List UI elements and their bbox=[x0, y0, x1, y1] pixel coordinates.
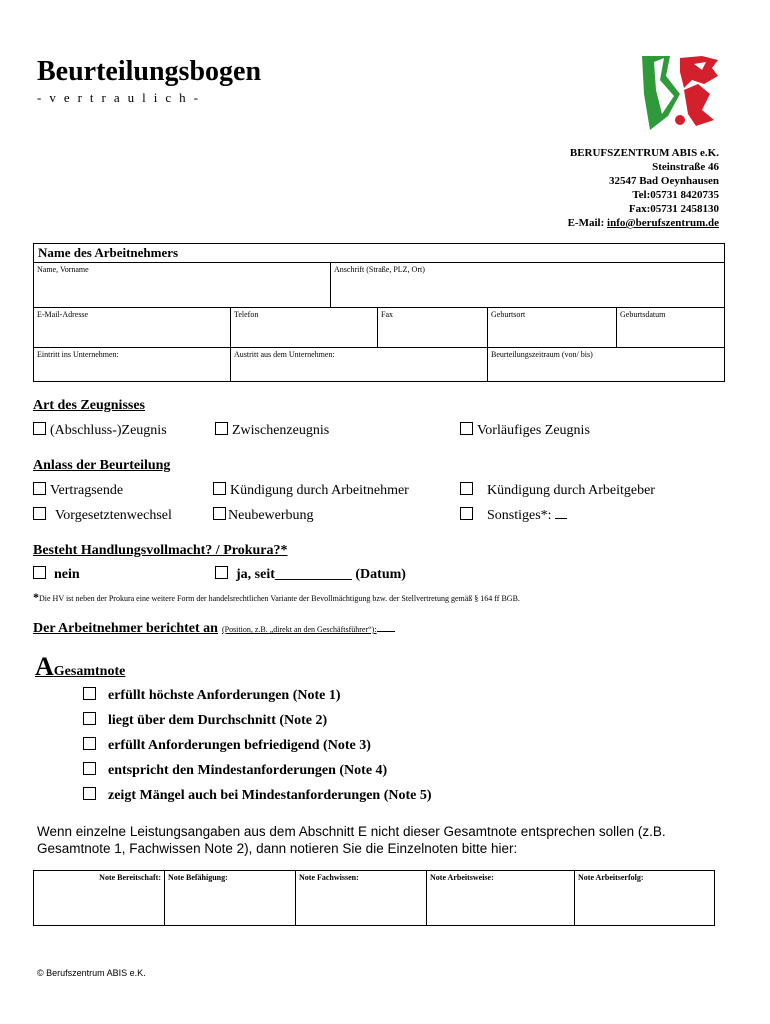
company-fax: Fax:05731 2458130 bbox=[628, 203, 719, 215]
anlass-option-2[interactable]: Kündigung durch Arbeitnehmer bbox=[213, 482, 409, 499]
checkbox[interactable] bbox=[33, 482, 46, 495]
anlass-option-1[interactable]: Vertragsende bbox=[33, 482, 123, 499]
anlass-option-3[interactable]: Kündigung durch Arbeitgeber bbox=[460, 482, 655, 499]
checkbox[interactable] bbox=[460, 422, 473, 435]
birthdate-field[interactable]: Geburtsdatum bbox=[617, 308, 725, 348]
company-street: Steinstraße 46 bbox=[652, 161, 719, 173]
checkbox[interactable] bbox=[213, 482, 226, 495]
email-link[interactable]: info@berufszentrum.de bbox=[607, 217, 719, 229]
company-city: 32547 Bad Oeynhausen bbox=[608, 175, 719, 187]
reports-heading: Der Arbeitnehmer berichtet an bbox=[33, 621, 218, 636]
note-arbeitsweise[interactable]: Note Arbeitsweise: bbox=[427, 871, 575, 926]
zeugnis-option-1[interactable]: (Abschluss-)Zeugnis bbox=[33, 422, 167, 439]
birthplace-field[interactable]: Geburtsort bbox=[488, 308, 617, 348]
note-option-3[interactable]: erfüllt Anforderungen befriedigend (Note 3) bbox=[83, 737, 371, 754]
address-field[interactable]: Anschrift (Straße, PLZ, Ort) bbox=[331, 263, 725, 308]
entry-field[interactable]: Eintritt ins Unternehmen: bbox=[34, 348, 231, 382]
reports-hint: (Position, z.B. „direkt an den Geschäftsführer“): bbox=[221, 625, 377, 634]
date-blank[interactable]: ___________ bbox=[274, 567, 352, 582]
vollmacht-no[interactable]: nein bbox=[33, 566, 80, 583]
page-title: Beurteilungsbogen bbox=[37, 56, 262, 87]
anlass-option-4[interactable]: Vorgesetztenwechsel bbox=[33, 507, 172, 524]
checkbox[interactable] bbox=[83, 712, 96, 725]
name-field[interactable]: Name, Vorname bbox=[34, 263, 331, 308]
company-tel: Tel:05731 8420735 bbox=[632, 189, 719, 201]
employee-heading: Name des Arbeitnehmers bbox=[34, 244, 725, 263]
checkbox[interactable] bbox=[83, 762, 96, 775]
zeugnis-option-3[interactable]: Vorläufiges Zeugnis bbox=[460, 422, 590, 439]
note-option-5[interactable]: zeigt Mängel auch bei Mindestanforderungen (Note 5) bbox=[83, 787, 432, 804]
section-letter: A bbox=[35, 652, 54, 681]
phone-field[interactable]: Telefon bbox=[231, 308, 378, 348]
anlass-option-5[interactable]: Neubewerbung bbox=[213, 507, 314, 524]
note-fachwissen[interactable]: Note Fachwissen: bbox=[296, 871, 427, 926]
checkbox[interactable] bbox=[213, 507, 226, 520]
vollmacht-footnote: *Die HV ist neben der Prokura eine weitere Form der handelsrechtlichen Variante der Bevollmächtigung bzw. der Stellvertretung gemäß § 164 ff BGB. bbox=[33, 590, 520, 604]
company-name: BERUFSZENTRUM ABIS e.K. bbox=[569, 147, 719, 159]
checkbox[interactable] bbox=[215, 566, 228, 579]
note-arbeitserfolg[interactable]: Note Arbeitserfolg: bbox=[575, 871, 715, 926]
checkbox[interactable] bbox=[215, 422, 228, 435]
email-field[interactable]: E-Mail-Adresse bbox=[34, 308, 231, 348]
checkbox[interactable] bbox=[33, 507, 46, 520]
anlass-heading: Anlass der Beurteilung bbox=[33, 458, 171, 473]
fax-field[interactable]: Fax bbox=[378, 308, 488, 348]
sonstiges-blank[interactable] bbox=[555, 518, 567, 519]
email-label: E-Mail: bbox=[567, 217, 605, 229]
reports-blank[interactable] bbox=[377, 631, 395, 632]
checkbox[interactable] bbox=[33, 566, 46, 579]
zeugnis-heading: Art des Zeugnisses bbox=[33, 398, 146, 413]
note-befaehigung[interactable]: Note Befähigung: bbox=[165, 871, 296, 926]
einzelnoten-table bbox=[33, 870, 715, 926]
logo-nrw-icon bbox=[640, 54, 720, 132]
note-option-4[interactable]: entspricht den Mindestanforderungen (Note 4) bbox=[83, 762, 387, 779]
vollmacht-heading: Besteht Handlungsvollmacht? / Prokura?* bbox=[33, 543, 288, 558]
reports-line bbox=[33, 619, 395, 637]
checkbox[interactable] bbox=[83, 787, 96, 800]
anlass-option-6[interactable]: Sonstiges*: bbox=[460, 507, 567, 524]
vollmacht-yes[interactable]: ja, seit___________ (Datum) bbox=[215, 566, 406, 583]
checkbox[interactable] bbox=[83, 687, 96, 700]
note-bereitschaft[interactable]: Note Bereitschaft: bbox=[34, 871, 165, 926]
gesamtnote-paragraph: Wenn einzelne Leistungsangaben aus dem Abschnitt E nicht dieser Gesamtnote entsprechen sollen (z.B. Gesamtnote 1, Fachwissen Note 2), dann notieren Sie die Einzelnoten bitte hier: bbox=[37, 824, 666, 856]
checkbox[interactable] bbox=[460, 507, 473, 520]
gesamtnote-heading: AGesamtnote bbox=[35, 652, 126, 681]
exit-field[interactable]: Austritt aus dem Unternehmen: bbox=[231, 348, 488, 382]
checkbox[interactable] bbox=[460, 482, 473, 495]
employee-section bbox=[33, 243, 725, 382]
note-option-2[interactable]: liegt über dem Durchschnitt (Note 2) bbox=[83, 712, 327, 729]
checkbox[interactable] bbox=[83, 737, 96, 750]
zeugnis-option-2[interactable]: Zwischenzeugnis bbox=[215, 422, 329, 439]
checkbox[interactable] bbox=[33, 422, 46, 435]
footer: © Berufszentrum ABIS e.K. bbox=[37, 968, 146, 978]
page-subtitle: -vertraulich- bbox=[37, 90, 206, 105]
company-address bbox=[568, 146, 719, 230]
note-option-1[interactable]: erfüllt höchste Anforderungen (Note 1) bbox=[83, 687, 341, 704]
period-field[interactable]: Beurteilungszeitraum (von/ bis) bbox=[488, 348, 725, 382]
